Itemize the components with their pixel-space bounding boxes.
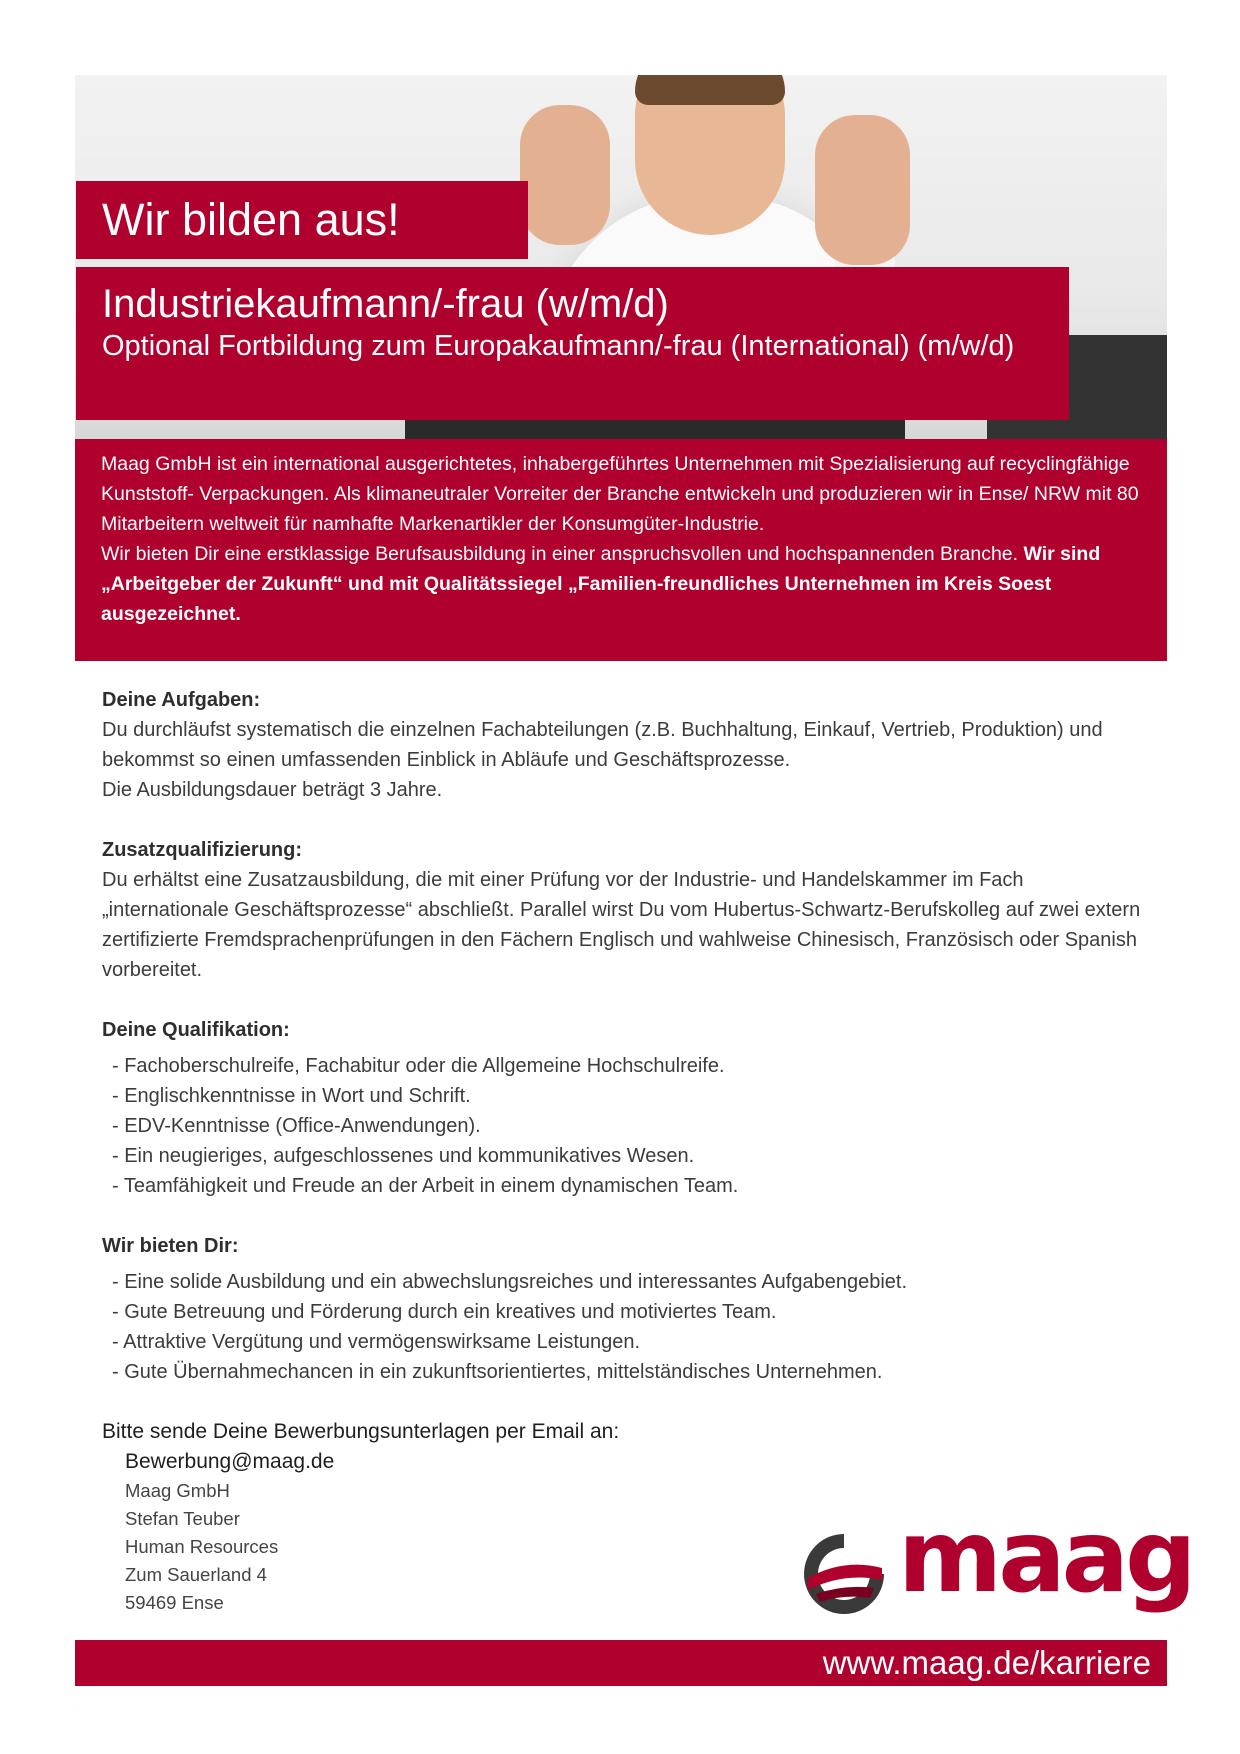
intro-paragraph-2 [101, 539, 1141, 629]
list-item: - Gute Übernahmechancen in ein zukunftsorientiertes, mittelständisches Unternehmen. [112, 1357, 1142, 1387]
section-heading-aufgaben: Deine Aufgaben: [102, 689, 261, 711]
job-title: Industriekaufmann/-frau (w/m/d) [102, 282, 669, 326]
maag-logo-icon [798, 1528, 890, 1620]
contact-department: Human Resources [125, 1536, 279, 1557]
banner-headline: Wir bilden aus! [102, 194, 400, 245]
job-details [102, 685, 1142, 1617]
section-angebot [102, 1231, 1142, 1387]
section-heading-zusatz: Zusatzqualifizierung: [102, 839, 302, 861]
career-url-link[interactable]: www.maag.de/karriere [822, 1644, 1151, 1681]
list-item: - Attraktive Vergütung und vermögenswirksame Leistungen. [112, 1327, 1142, 1357]
intro-plain: Wir bieten Dir eine erstklassige Berufsausbildung in einer anspruchsvollen und hochspannenden Branche. [101, 543, 1024, 565]
list-item: - Ein neugieriges, aufgeschlossenes und kommunikatives Wesen. [112, 1141, 1142, 1171]
intro-paragraph-1: Maag GmbH ist ein international ausgerichtetes, inhabergeführtes Unternehmen mit Spezialisierung auf recyclingfähige Kunststoff- Verpackungen. Als klimaneutraler Vorreiter der Branche entwickeln und produzieren wir in Ense/ NRW mit 80 Mitarbeitern weltweit für namhafte Markenartikler der Konsumgüter-Industrie. [101, 453, 1139, 535]
aufgaben-text: Du durchläufst systematisch die einzelnen Fachabteilungen (z.B. Buchhaltung, Einkauf, Vertrieb, Produktion) und bekommst so einen umfassenden Einblick in Abläufe und Geschäftsprozesse. [102, 719, 1103, 771]
section-aufgaben [102, 685, 1142, 805]
thumbs-up-right [815, 115, 910, 265]
banner-wir-bilden-aus [76, 181, 528, 259]
list-item: - Englischkenntnisse in Wort und Schrift. [112, 1081, 1142, 1111]
list-item: - Eine solide Ausbildung und ein abwechslungsreiches und interessantes Aufgabengebiet. [112, 1267, 1142, 1297]
contact-street: Zum Sauerland 4 [125, 1564, 267, 1585]
thumbs-up-left [520, 105, 610, 245]
list-item: - Gute Betreuung und Förderung durch ein kreatives und motiviertes Team. [112, 1297, 1142, 1327]
list-item: - EDV-Kenntnisse (Office-Anwendungen). [112, 1111, 1142, 1141]
footer-banner [75, 1640, 1167, 1686]
maag-logo [798, 1498, 1193, 1624]
contact-email-link[interactable]: Bewerbung@maag.de [125, 1450, 335, 1473]
qualifikation-list [102, 1051, 1142, 1201]
contact-person: Stefan Teuber [125, 1508, 240, 1529]
zusatz-text: Du erhältst eine Zusatzausbildung, die mit einer Prüfung vor der Industrie- und Handelskammer im Fach „internationale Geschäftsprozesse“ abschließt. Parallel wirst Du vom Hubertus-Schwartz-Berufskolleg auf zwei extern zertifizierte Fremdsprachenprüfungen in den Fächern Englisch und wahlweise Chinesisch, Französisch oder Spanish vorbereitet. [102, 869, 1141, 981]
section-zusatz [102, 835, 1142, 985]
hero-chair [405, 420, 905, 439]
contact-company: Maag GmbH [125, 1480, 230, 1501]
section-heading-qualifikation: Deine Qualifikation: [102, 1019, 290, 1041]
job-subtitle: Optional Fortbildung zum Europakaufmann/-frau (International) (m/w/d) [102, 330, 1015, 362]
intro-highlight: Wir sind „Arbeitgeber der Zukunft“ und mit Qualitätssiegel „Familien-freundliches Unternehmen im Kreis Soest ausgezeichnet. [101, 543, 1101, 625]
contact-city: 59469 Ense [125, 1592, 224, 1613]
company-intro [75, 439, 1167, 661]
maag-logo-text: maag [898, 1498, 1193, 1615]
contact-heading: Bitte sende Deine Bewerbungsunterlagen per Email an: [102, 1420, 620, 1443]
aufgaben-duration: Die Ausbildungsdauer beträgt 3 Jahre. [102, 779, 443, 801]
list-item: - Teamfähigkeit und Freude an der Arbeit in einem dynamischen Team. [112, 1171, 1142, 1201]
section-qualifikation [102, 1015, 1142, 1201]
angebot-list [102, 1267, 1142, 1387]
hero-person-hair [635, 75, 785, 105]
list-item: - Fachoberschulreife, Fachabitur oder die Allgemeine Hochschulreife. [112, 1051, 1142, 1081]
job-title-banner [76, 267, 1069, 420]
section-heading-angebot: Wir bieten Dir: [102, 1235, 239, 1257]
